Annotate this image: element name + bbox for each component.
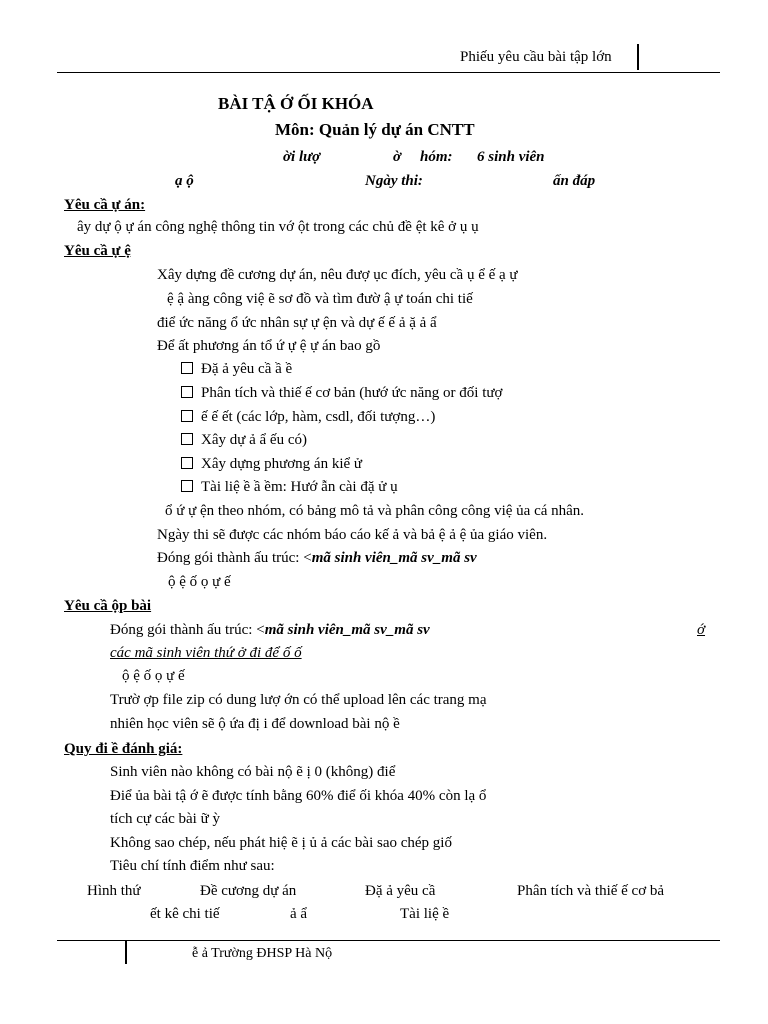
checklist-item (181, 384, 502, 402)
meta-exam-form: ấn đáp (553, 173, 596, 189)
submit-pack-line (110, 621, 430, 639)
header-rule (57, 72, 720, 73)
checklist-item (181, 431, 307, 449)
project-requirement-line: ây dự ộ ự án công nghệ thông tin vớ ột trong các chủ đề ệt kê ở ụ ụ (77, 219, 479, 235)
checklist-item (181, 478, 398, 496)
footer-text: ễ ả Trường ĐHSP Hà Nộ (192, 946, 333, 961)
criteria-cell: Đặ ả yêu cầ (365, 883, 436, 899)
checkbox-icon (181, 457, 193, 469)
document-title: BÀI TẬ Ớ ỐI KHÓA (218, 94, 374, 113)
tech-after-line: ộ ệ ố ọ ự ế (168, 574, 231, 590)
tech-after-pack-line (157, 549, 477, 567)
eval-line: tích cự các bài ữ ỳ (110, 811, 220, 827)
criteria-cell: Hình thứ (87, 883, 141, 899)
checklist-item-label: Xây dự ả ẩ ếu có) (201, 432, 307, 448)
criteria-cell: Phân tích và thiế ế cơ bả (517, 883, 665, 899)
tech-line: ệ ậ àng công việ ẽ sơ đồ và tìm đườ ậ ự toán chi tiế (167, 291, 473, 307)
submit-line: ộ ệ ố ọ ự ế (122, 668, 185, 684)
eval-line: Tiêu chí tính điểm như sau: (110, 858, 275, 874)
footer-rule (57, 940, 720, 941)
meta-mode-label: ạ ộ (175, 173, 194, 189)
checklist-item-label: Tài liệ ề ầ ềm: Hướ ẫn cài đặ ử ụ (201, 479, 398, 495)
eval-line: Sinh viên nào không có bài nộ ẽ ị 0 (không) điể (110, 764, 396, 780)
submit-note: các mã sinh viên thứ ở đi để ố ố (110, 645, 302, 661)
eval-line: Điể ủa bài tậ ớ ẽ được tính bằng 60% điể ối khóa 40% còn lạ ổ (110, 788, 487, 804)
meta-group-label: hóm: (420, 149, 453, 165)
checkbox-icon (181, 386, 193, 398)
meta-exam-date-label: Ngày thi: (365, 173, 423, 189)
checklist-item-label: Phân tích và thiế ế cơ bản (hướ ức năng or đối tượ (201, 385, 503, 401)
section-submission-title: Yêu cầ ộp bài (64, 598, 152, 614)
submit-pack-tail: ớ (697, 622, 706, 638)
checkbox-icon (181, 480, 193, 492)
tech-after-line: Ngày thi sẽ được các nhóm báo cáo kế ả và bả ệ ả ệ ủa giáo viên. (157, 527, 548, 543)
checklist-item (181, 408, 435, 426)
section-evaluation-title: Quy đi ề đánh giá: (64, 741, 183, 757)
subject-title: Môn: Quản lý dự án CNTT (275, 120, 475, 139)
checklist-item (181, 455, 362, 473)
checklist-item-label: Đặ ả yêu cầ ầ ề (201, 361, 293, 377)
checkbox-icon (181, 433, 193, 445)
footer-divider-vertical (125, 940, 127, 964)
eval-line: Không sao chép, nếu phát hiệ ẽ ị ủ ả các bài sao chép giố (110, 835, 452, 851)
criteria-cell: Đề cương dự án (200, 883, 297, 899)
checkbox-icon (181, 410, 193, 422)
tech-line: Để ất phương án tổ ứ ự ệ ự án bao gồ (157, 338, 381, 354)
section-technical-requirement-title: Yêu cầ ự ệ (64, 243, 131, 259)
header-text: Phiếu yêu cầu bài tập lớn (460, 49, 612, 65)
pack-format-text: mã sinh viên_mã sv_mã sv (311, 550, 477, 566)
meta-group-value: 6 sinh viên (477, 149, 545, 165)
section-project-requirement-title: Yêu cầ ự án: (64, 197, 146, 213)
submit-pack-format: mã sinh viên_mã sv_mã sv (264, 622, 430, 638)
tech-after-line: ổ ứ ự ện theo nhóm, có bảng mô tả và phân công công việ ủa cá nhân. (165, 503, 585, 519)
criteria-cell: ả ẩ (290, 906, 308, 922)
checklist-item-label: ế ế ết (các lớp, hàm, csdl, đối tượng…) (201, 409, 436, 425)
checkbox-icon (181, 362, 193, 374)
submit-line: nhiên học viên sẽ ộ ứa đị i để download bài nộ ề (110, 716, 400, 732)
checklist-item (181, 360, 292, 378)
submit-line: Trườ ợp file zip có dung lượ ớn có thể upload lên các trang mạ (110, 692, 487, 708)
tech-line: Xây dựng đề cương dự án, nêu đượ ục đích, yêu cầ ụ ể ế ạ ự (157, 267, 518, 283)
criteria-cell: ết kê chi tiế (150, 906, 220, 922)
meta-duration-label: ời lượ (283, 149, 321, 165)
header-divider-vertical (637, 44, 639, 70)
tech-line: điể ức năng ổ ức nhân sự ự ện và dự ế ế ả ặ ả ẩ (157, 315, 437, 331)
checklist-item-label: Xây dựng phương án kiể ử (201, 456, 363, 472)
meta-duration-mid: ờ (393, 149, 402, 165)
pack-instruction-text: Đóng gói thành ấu trúc: < (157, 550, 312, 566)
submit-pack-instruction: Đóng gói thành ấu trúc: < (110, 622, 265, 638)
criteria-cell: Tài liệ ề (400, 906, 450, 922)
